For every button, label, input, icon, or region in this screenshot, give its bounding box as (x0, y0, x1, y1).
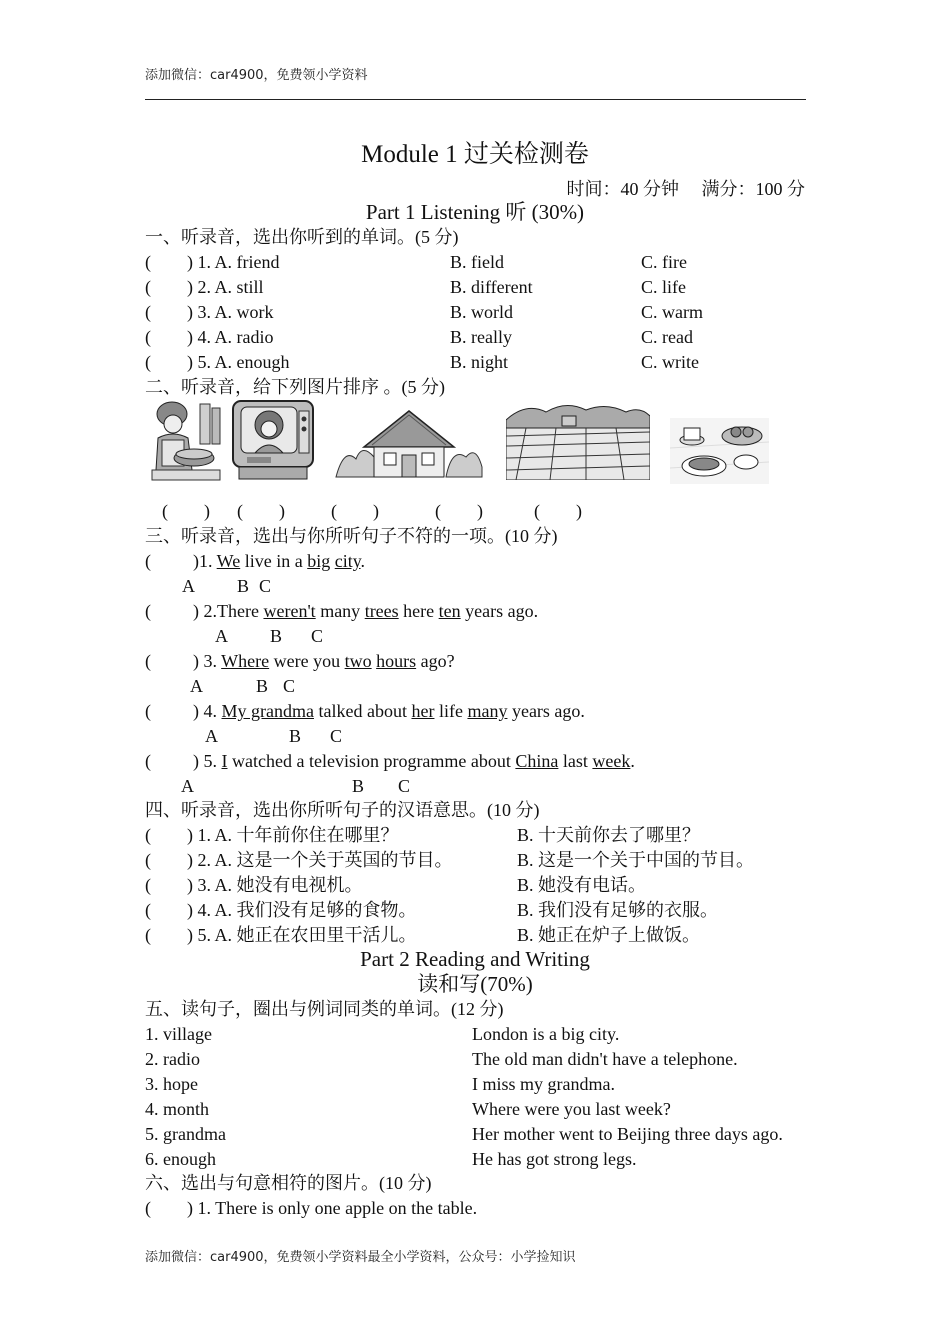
sec1-paren: ( (145, 352, 151, 372)
letter-c: C (398, 776, 411, 796)
paren: ( (145, 601, 151, 621)
letter-c: C (283, 676, 296, 696)
sec4-item-4-b: B. 我们没有足够的衣服。 (517, 900, 719, 920)
sec1-item-5: ) 5. A. enough (187, 352, 290, 372)
sec1-item-5-b: B. night (450, 352, 509, 372)
text: here (398, 601, 439, 621)
answer-blank[interactable]: ( ) (331, 501, 379, 521)
sec1-item-2-c: C. life (641, 277, 686, 297)
letter-b: B (237, 576, 250, 596)
underlined-word-b: big (307, 551, 331, 571)
sec2-heading: 二、听录音，给下列图片排序 。(5 分) (145, 377, 445, 397)
sec6-heading: 六、选出与句意相符的图片。(10 分) (145, 1173, 432, 1193)
paren: ( (145, 651, 151, 671)
letter-a: A (182, 576, 195, 596)
sec1-paren: ( (145, 277, 151, 297)
letter-a: A (181, 776, 194, 796)
underlined-word-a: weren't (263, 601, 316, 621)
text: . (360, 551, 366, 571)
sec1-paren: ( (145, 302, 151, 322)
text: talked about (313, 701, 412, 721)
sec1-item-1: ) 1. A. friend (187, 252, 280, 272)
sec5-word: 3. hope (145, 1074, 198, 1094)
letter-c: C (311, 626, 324, 646)
paren: ( (145, 551, 151, 571)
sec5-sentence: London is a big city. (472, 1024, 620, 1044)
sec4-item-1-a: ) 1. A. 十年前你住在哪里？ (187, 825, 399, 845)
text: live in a (240, 551, 308, 571)
page-title: Module 1 过关检测卷 (361, 141, 589, 168)
sec6-item-1: ) 1. There is only one apple on the table. (187, 1198, 478, 1218)
sec4-paren: ( (145, 875, 151, 895)
letter-c: C (259, 576, 272, 596)
answer-blank[interactable]: ( ) (237, 501, 285, 521)
farm-fields-picture (506, 400, 650, 480)
letter-c: C (330, 726, 343, 746)
woman-cooking-picture (148, 398, 224, 482)
sec4-paren: ( (145, 925, 151, 945)
text: ago? (416, 651, 455, 671)
letter-b: B (270, 626, 283, 646)
underlined-word-b: two (344, 651, 372, 671)
sec3-sentence-3 (145, 650, 455, 672)
text: many (315, 601, 365, 621)
sec5-word: 6. enough (145, 1149, 216, 1169)
sec1-item-2-b: B. different (450, 277, 533, 297)
sec1-item-5-c: C. write (641, 352, 699, 372)
num: ) 4. (193, 701, 222, 721)
sec1-item-3-c: C. warm (641, 302, 703, 322)
underlined-word-c: week (592, 751, 631, 771)
part1-title: Part 1 Listening 听 (30%) (365, 200, 585, 224)
sec4-item-3-a: ) 3. A. 她没有电视机。 (187, 875, 363, 895)
sec5-word: 5. grandma (145, 1124, 226, 1144)
answer-blank[interactable]: ( ) (435, 501, 483, 521)
answer-blank[interactable]: ( ) (534, 501, 582, 521)
sec4-paren: ( (145, 850, 151, 870)
sec3-sentence-2 (145, 600, 538, 622)
sec4-heading: 四、听录音，选出你所听句子的汉语意思。(10 分) (145, 800, 540, 820)
paren: ( (145, 751, 151, 771)
text: were you (269, 651, 345, 671)
text: years ago. (460, 601, 539, 621)
text: . (630, 751, 635, 771)
text: years ago. (507, 701, 585, 721)
sec1-item-2: ) 2. A. still (187, 277, 264, 297)
answer-blank[interactable]: ( ) (162, 501, 210, 521)
sec4-item-2-a: ) 2. A. 这是一个关于英国的节目。 (187, 850, 453, 870)
underlined-word-c: hours (376, 651, 417, 671)
underlined-word-b: her (411, 701, 435, 721)
sec1-item-1-b: B. field (450, 252, 504, 272)
sec1-item-4-c: C. read (641, 327, 693, 347)
header-divider (145, 99, 806, 100)
house-picture (334, 407, 484, 478)
part2-subtitle: 读和写(70%) (417, 972, 533, 996)
underlined-word-a: Where (221, 651, 270, 671)
underlined-word-c: many (467, 701, 508, 721)
num: ) 2.There (193, 601, 264, 621)
sec5-word: 2. radio (145, 1049, 200, 1069)
sec6-paren: ( (145, 1198, 151, 1218)
girl-on-television-picture (231, 399, 315, 481)
letter-b: B (352, 776, 365, 796)
sec1-paren: ( (145, 252, 151, 272)
letter-a: A (215, 626, 228, 646)
sec5-heading: 五、读句子，圈出与例词同类的单词。(12 分) (145, 999, 504, 1019)
sec5-sentence: I miss my grandma. (472, 1074, 615, 1094)
food-on-table-picture (670, 418, 769, 484)
letter-b: B (256, 676, 269, 696)
sec1-item-4-b: B. really (450, 327, 512, 347)
sec3-heading: 三、听录音，选出与你所听句子不符的一项。(10 分) (145, 526, 558, 546)
sec4-paren: ( (145, 825, 151, 845)
sec1-paren: ( (145, 327, 151, 347)
underlined-word-c: city (334, 551, 361, 571)
sec3-sentence-4 (145, 700, 585, 722)
underlined-word-b: trees (364, 601, 399, 621)
sec4-item-4-a: ) 4. A. 我们没有足够的食物。 (187, 900, 417, 920)
sec1-item-4: ) 4. A. radio (187, 327, 274, 347)
part2-title: Part 2 Reading and Writing (360, 947, 590, 971)
time-info: 时间：40 分钟 满分：100 分 (566, 179, 805, 199)
underlined-word-a: My grandma (221, 701, 314, 721)
text: watched a television programme about (227, 751, 516, 771)
sec4-item-3-b: B. 她没有电话。 (517, 875, 647, 895)
num: ) 5. (193, 751, 222, 771)
num: )1. (193, 551, 217, 571)
sec1-item-3-b: B. world (450, 302, 513, 322)
sec4-item-2-b: B. 这是一个关于中国的节目。 (517, 850, 755, 870)
text: last (558, 751, 593, 771)
sec4-item-1-b: B. 十天前你去了哪里？ (517, 825, 701, 845)
sec4-item-5-a: ) 5. A. 她正在农田里干活儿。 (187, 925, 417, 945)
sec5-sentence: Where were you last week? (472, 1099, 671, 1119)
sec5-sentence: He has got strong legs. (472, 1149, 637, 1169)
page-footer: 添加微信：car4900，免费领小学资料最全小学资料，公众号：小学捡知识 (145, 1250, 576, 1265)
sec3-sentence-5 (145, 750, 635, 772)
underlined-word-c: ten (438, 601, 461, 621)
page-header: 添加微信：car4900，免费领小学资料 (145, 68, 368, 83)
sec1-heading: 一、听录音，选出你听到的单词。(5 分) (145, 227, 459, 247)
underlined-word-a: I (221, 751, 228, 771)
letter-a: A (205, 726, 218, 746)
underlined-word-b: China (515, 751, 559, 771)
sec4-paren: ( (145, 900, 151, 920)
sec5-sentence: Her mother went to Beijing three days ago. (472, 1124, 783, 1144)
letter-a: A (190, 676, 203, 696)
sec3-sentence-1 (145, 550, 365, 572)
sec5-word: 4. month (145, 1099, 210, 1119)
text: life (434, 701, 468, 721)
letter-b: B (289, 726, 302, 746)
sec1-item-1-c: C. fire (641, 252, 687, 272)
paren: ( (145, 701, 151, 721)
num: ) 3. (193, 651, 222, 671)
sec5-word: 1. village (145, 1024, 212, 1044)
sec4-item-5-b: B. 她正在炉子上做饭。 (517, 925, 701, 945)
sec5-sentence: The old man didn't have a telephone. (472, 1049, 738, 1069)
underlined-word-a: We (216, 551, 241, 571)
sec1-item-3: ) 3. A. work (187, 302, 274, 322)
